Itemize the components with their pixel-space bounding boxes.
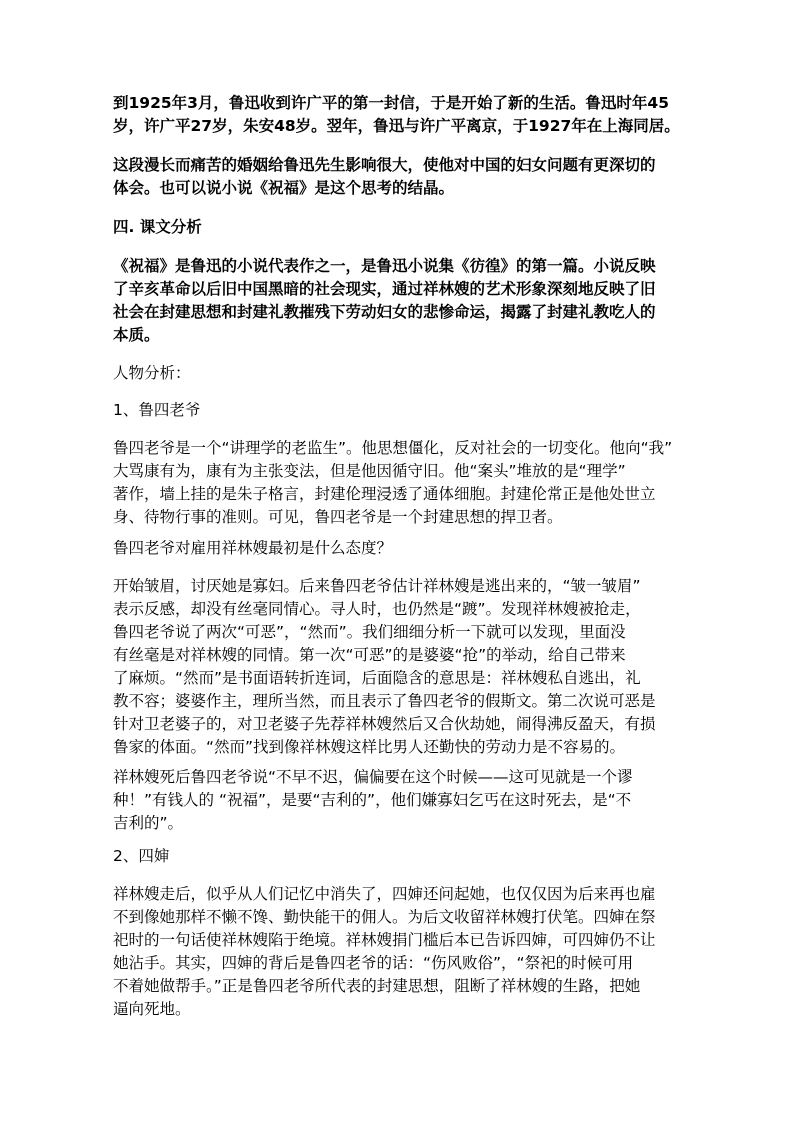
text-line: 表示反感，却没有丝毫同情心。寻人时，也仍然是“踱”。发现祥林嫂被抢走， [113, 600, 641, 618]
text-line: 身、待物行事的准则。可见，鲁四老爷是一个封建思想的捍卫者。 [113, 508, 563, 526]
text-line: 人物分析： [113, 364, 191, 382]
text-line: 《祝福》是鲁迅的小说代表作之一，是鲁迅小说集《彷徨》的第一篇。小说反映 [113, 257, 656, 275]
subheading-si-shen [113, 845, 688, 868]
text-line: 了麻烦。“然而”是书面语转折连词，后面隐含的意思是：祥林嫂私自逃出，礼 [113, 669, 641, 687]
text-line: 不着她做帮手。”正是鲁四老爷所代表的封建思想，阻断了祥林嫂的生路，把她 [113, 977, 641, 995]
paragraph-after-death [113, 766, 688, 835]
text-line: 有丝毫是对祥林嫂的同情。第一次“可恶”的是婆婆“抢”的举动，给自己带来 [113, 646, 626, 664]
text-line: 种！”有钱人的 “祝福”，是要“吉利的”，他们嫌寡妇乞丐在这时死去，是“不 [113, 791, 632, 809]
text-line: 社会在封建思想和封建礼教摧残下劳动妇女的悲惨命运，揭露了封建礼教吃人的 [113, 303, 656, 321]
paragraph-text-analysis [113, 255, 688, 347]
section-heading [113, 216, 688, 239]
text-line: 著作，墙上挂的是朱子格言，封建伦理浸透了通体细胞。封建伦常正是他处世立 [113, 485, 656, 503]
character-analysis-label [113, 362, 688, 385]
heading-text: 四. 课文分析 [113, 218, 202, 236]
paragraph-si-shen-description [113, 883, 688, 1021]
question-lu-si-attitude [113, 537, 688, 560]
text-line: 鲁四老爷是一个“讲理学的老监生”。他思想僵化，反对社会的一切变化。他向“我” [113, 439, 673, 457]
text-line: 鲁四老爷对雇用祥林嫂最初是什么态度？ [113, 539, 393, 557]
text-line: 吉利的”。 [113, 814, 184, 832]
paragraph-lu-si-attitude [113, 575, 688, 759]
subheading-lu-si [113, 399, 688, 422]
text-line: 1、鲁四老爷 [113, 401, 201, 419]
text-line: 这段漫长而痛苦的婚姻给鲁迅先生影响很大，使他对中国的妇女问题有更深切的 [113, 156, 656, 174]
text-line: 不到像她那样不懒不馋、勤快能干的佣人。为后文收留祥林嫂打伏笔。四婶在祭 [113, 908, 656, 926]
text-line: 2、四婶 [113, 847, 170, 865]
text-line: 体会。也可以说小说《祝福》是这个思考的结晶。 [113, 179, 455, 197]
text-line: 了辛亥革命以后旧中国黑暗的社会现实，通过祥林嫂的艺术形象深刻地反映了旧 [113, 280, 656, 298]
text-line: 她沾手。其实，四婶的背后是鲁四老爷的话：“伤风败俗”，“祭祀的时候可用 [113, 954, 634, 972]
text-line: 本质。 [113, 326, 160, 344]
text-line: 祥林嫂死后鲁四老爷说“不早不迟，偏偏要在这个时候——这可见就是一个谬 [113, 768, 633, 786]
text-line: 祀时的一句话使祥林嫂陷于绝境。祥林嫂捐门槛后本已告诉四婶，可四婶仍不让 [113, 931, 656, 949]
text-line: 逼向死地。 [113, 1000, 191, 1018]
paragraph-lu-si-description [113, 437, 688, 529]
paragraph-marriage-influence [113, 154, 688, 200]
text-line: 教不容；婆婆作主，理所当然，而且表示了鲁四老爷的假斯文。第二次说可恶是 [113, 692, 656, 710]
text-line: 大骂康有为，康有为主张变法，但是他因循守旧。他“案头”堆放的是“理学” [113, 462, 626, 480]
text-line: 鲁四老爷说了两次“可恶”，“然而”。我们细细分析一下就可以发现，里面没 [113, 623, 626, 641]
text-line: 岁，许广平27岁，朱安48岁。翌年，鲁迅与许广平离京，于1927年在上海同居。 [113, 117, 680, 135]
text-line: 祥林嫂走后，似乎从人们记忆中消失了，四婶还问起她，也仅仅因为后来再也雇 [113, 885, 656, 903]
paragraph-marriage-dates [113, 92, 688, 138]
text-line: 到1925年3月，鲁迅收到许广平的第一封信，于是开始了新的生活。鲁迅时年45 [113, 94, 669, 112]
text-line: 针对卫老婆子的，对卫老婆子先荐祥林嫂然后又合伙劫她，闹得沸反盈天，有损 [113, 715, 656, 733]
text-line: 开始皱眉，讨厌她是寡妇。后来鲁四老爷估计祥林嫂是逃出来的，“皱一皱眉” [113, 577, 641, 595]
text-line: 鲁家的体面。“然而”找到像祥林嫂这样比男人还勤快的劳动力是不容易的。 [113, 738, 626, 756]
